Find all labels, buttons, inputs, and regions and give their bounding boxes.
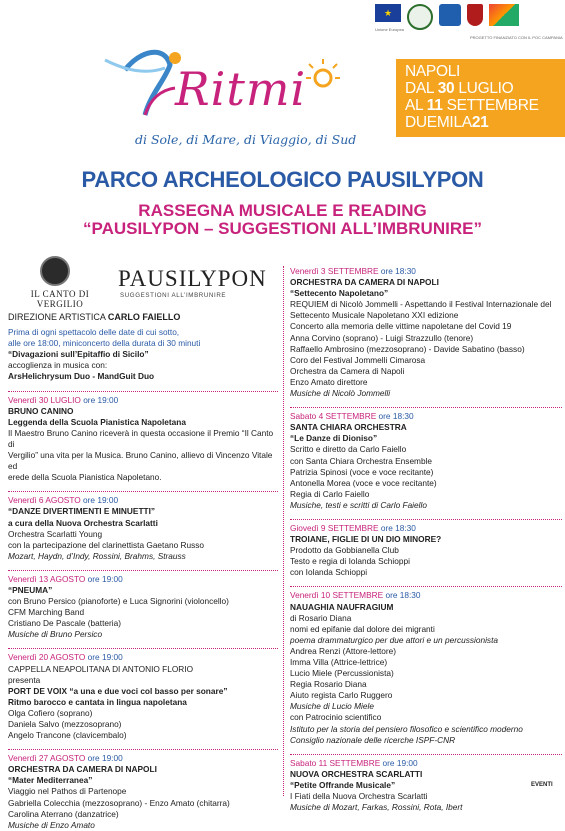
event-block (8, 491, 278, 562)
event-line: BRUNO CANINO (8, 405, 74, 416)
event-date-line: Venerdì 3 SETTEMBRE ore 18:30 (290, 266, 416, 276)
event-line: Regia di Carlo Faiello (290, 488, 370, 499)
dates-city: NAPOLI (405, 63, 461, 80)
event-line: Andrea Renzi (Attore-lettore) (290, 645, 397, 656)
event-line: Concerto alla memoria delle vittime napoletane del Covid 19 (290, 321, 512, 332)
event-line: poema drammaturgico per due attori e un percussionista (290, 634, 498, 645)
event-date-line: Venerdì 10 SETTEMBRE ore 18:30 (290, 590, 421, 601)
event-line: CAPPELLA NEAPOLITANA DI ANTONIO FLORIO (8, 663, 194, 674)
event-line: Musiche di Bruno Persico (8, 629, 103, 640)
event-line: Viaggio nel Pathos di Partenope (8, 786, 127, 797)
event-line: I Fiati della Nuova Orchestra Scarlatti (290, 791, 428, 802)
intro-line-2: alle ore 18:00, miniconcerto della durata di 30 minuti (8, 338, 201, 349)
canto-seal-icon (40, 256, 70, 286)
pausilypon-logo-sub: SUGGESTIONI ALL’IMBRUNIRE (120, 292, 227, 299)
event-line: “Settecento Napoletano” (290, 288, 389, 299)
event-line: Imma Villa (Attrice-lettrice) (290, 657, 388, 667)
event-line: Il Maestro Bruno Canino riceverà in questa occasione il Premio “Il Canto di (8, 427, 274, 449)
right-events (290, 266, 562, 813)
event-line: Musiche di Enzo Amato (8, 819, 95, 830)
event-date-line: Venerdì 6 AGOSTO ore 19:00 (8, 495, 119, 506)
event-line: “DANZE DIVERTIMENTI E MINUETTI” (8, 506, 156, 517)
event-line: SANTA CHIARA ORCHESTRA (290, 422, 407, 433)
event-date-line: Venerdì 27 AGOSTO ore 19:00 (8, 753, 123, 764)
event-line: Istituto per la storia del pensiero filosofico e scientifico moderno (290, 723, 523, 734)
event-line: REQUIEM di Nicolò Jommelli - Aspettando il Festival Internazionale del (290, 299, 552, 310)
event-line: a cura della Nuova Orchestra Scarlatti (8, 517, 158, 528)
event-line: Vergilio” una vita per la Musica. Bruno Canino, allievo di Vincenzo Vitale ed (8, 450, 273, 472)
brand-tagline: di Sole, di Mare, di Viaggio, di Sud (135, 132, 357, 147)
eu-caption: Unione Europea (375, 27, 404, 32)
event-line: Olga Cofiero (soprano) (8, 707, 93, 718)
event-line: TROIANE, FIGLIE DI UN DIO MINORE? (290, 534, 442, 545)
event-line: CFM Marching Band (8, 607, 85, 618)
event-line: nomi ed epifanie dal dolore dei migranti (290, 623, 435, 634)
event-line: con Santa Chiara Orchestra Ensemble (290, 455, 433, 466)
event-line: “Mater Mediterranea” (8, 775, 93, 786)
intro-line-3: “Divagazioni sull’Epitaffio di Sicilo” (8, 349, 149, 360)
event-line: con Bruno Persico (pianoforte) e Luca Signorini (violoncello) (8, 596, 229, 607)
event-line: ORCHESTRA DA CAMERA DI NAPOLI (8, 764, 157, 775)
partner-caption: PROGETTO FINANZIATO CON IL POC CAMPANIA (470, 35, 563, 40)
event-block (8, 570, 278, 641)
pausilypon-logo-text: PAUSILYPON (118, 266, 267, 291)
event-line: Prodotto da Gobbianella Club (290, 545, 399, 556)
intro-line-4: accoglienza in musica con: (8, 360, 108, 371)
event-line: Musiche di Mozart, Farkas, Rossini, Rota, Ibert (290, 802, 463, 813)
rassegna-title: RASSEGNA MUSICALE E READING (138, 201, 427, 220)
event-line: Anna Corvino (soprano) - Luigi Strazzullo (tenore) (290, 332, 474, 343)
direzione-line: DIREZIONE ARTISTICA CARLO FAIELLO (8, 312, 181, 322)
event-line: Testo e regia di Iolanda Schioppi (290, 556, 410, 567)
event-line: Aiuto regista Carlo Ruggero (290, 690, 393, 701)
cup-logo-icon (467, 4, 483, 26)
event-block (8, 749, 278, 831)
event-block (8, 391, 278, 484)
event-line: Musiche di Lucio Miele (290, 701, 374, 712)
event-date-line: Venerdì 20 AGOSTO ore 19:00 (8, 652, 123, 663)
event-line: con Patrocinio scientifico (290, 712, 382, 723)
event-line: con la partecipazione del clarinettista Gaetano Russo (8, 539, 205, 550)
event-line: Scritto e diretto da Carlo Faiello (290, 444, 407, 455)
column-divider (283, 266, 284, 796)
right-column (290, 266, 562, 813)
campania-region-icon (439, 4, 461, 26)
event-line: Leggenda della Scuola Pianistica Napoletana (8, 416, 186, 427)
event-line: PORT DE VOIX “a una e due voci col basso per sonare” (8, 685, 228, 696)
event-line: Regia Rosario Diana (290, 679, 367, 690)
event-line: “Le Danze di Dioniso” (290, 433, 378, 444)
dates-year: DUEMILA21 (405, 114, 489, 131)
event-line: Mozart, Haydn, d’Indy, Rossini, Brahms, Strauss (8, 550, 186, 561)
event-date-line: Giovedì 9 SETTEMBRE ore 18:30 (290, 522, 416, 533)
event-date-line: Sabato 11 SETTEMBRE ore 19:00 (290, 757, 418, 768)
canto-logo-text: IL CANTO DI VERGILIO (30, 289, 90, 309)
event-line: Raffaello Ambrosino (mezzosoprano) - Davide Sabatino (basso) (290, 343, 525, 354)
event-block (290, 407, 562, 511)
event-line: erede della Scuola Pianistica Napoletano. (8, 472, 162, 483)
venue-title: PARCO ARCHEOLOGICO PAUSILYPON (81, 167, 484, 192)
event-line: Antonella Morea (voce e voce recitante) (290, 477, 437, 488)
event-date-line: Venerdì 13 AGOSTO ore 19:00 (8, 573, 123, 584)
event-date-line: Venerdì 30 LUGLIO ore 19:00 (8, 394, 119, 405)
ritmi-logo (95, 40, 357, 160)
event-line: Orchestra da Camera di Napoli (290, 365, 405, 376)
event-block (8, 648, 278, 741)
event-line: NUOVA ORCHESTRA SCARLATTI (290, 768, 423, 779)
event-line: Ritmo barocco e cantata in lingua napoletana (8, 696, 187, 707)
event-line: “Petite Offrande Musicale” (290, 779, 396, 790)
intro-line-5: ArsHelichrysum Duo - MandGuit Duo (8, 371, 155, 382)
event-line: Musiche, testi e scritti di Carlo Faiello (290, 499, 427, 510)
event-line: con Iolanda Schioppi (290, 567, 368, 578)
event-block (290, 754, 562, 813)
intro-line-1: Prima di ogni spettacolo delle date di cui sotto, (8, 327, 180, 338)
dates-box (396, 59, 565, 137)
republic-emblem-icon (407, 4, 433, 30)
event-date-line: Sabato 4 SETTEMBRE ore 18:30 (290, 411, 414, 422)
event-line: Coro del Festival Jommelli Cimarosa (290, 354, 426, 365)
event-line: Enzo Amato direttore (290, 376, 368, 387)
dates-from: DAL 30 LUGLIO (405, 80, 514, 97)
event-line: Angelo Trancone (clavicembalo) (8, 730, 127, 741)
eventi-logo: EVENTI (531, 782, 553, 788)
event-block (290, 519, 562, 578)
eu-flag-icon: ★ (375, 4, 401, 22)
event-line: Orchestra Scarlatti Young (8, 528, 103, 539)
event-line: NAUAGHIA NAUFRAGIUM (290, 601, 394, 612)
event-line: Settecento Musicale Napoletano XXI edizione (290, 310, 459, 321)
event-line: Carolina Aterrano (danzatrice) (8, 808, 119, 819)
event-line: Consiglio nazionale delle ricerche ISPF-CNR (290, 734, 456, 745)
event-line: di Rosario Diana (290, 612, 352, 623)
event-line: Daniela Salvo (mezzosoprano) (8, 719, 122, 729)
event-line: “PNEUMA” (8, 584, 53, 595)
event-line: presenta (8, 674, 41, 685)
event-block (290, 586, 562, 745)
event-line: Cristiano De Pascale (batteria) (8, 618, 121, 629)
brand-word: Ritmi (175, 62, 307, 116)
dates-to: AL 11 SETTEMBRE (405, 97, 539, 114)
event-line: Patrizia Spinosi (voce e voce recitante) (290, 466, 434, 477)
left-events (8, 391, 278, 831)
poc-logo-icon (489, 4, 519, 26)
event-line: Lucio Miele (Percussionista) (290, 668, 394, 679)
event-block (290, 266, 562, 399)
left-column (8, 312, 278, 831)
event-line: Gabriella Colecchia (mezzosoprano) - Enzo Amato (chitarra) (8, 797, 230, 808)
event-line: Musiche di Nicolò Jommelli (290, 388, 391, 399)
rassegna-subtitle: “PAUSILYPON – SUGGESTIONI ALL’IMBRUNIRE” (83, 219, 482, 238)
event-line: ORCHESTRA DA CAMERA DI NAPOLI (290, 277, 439, 288)
